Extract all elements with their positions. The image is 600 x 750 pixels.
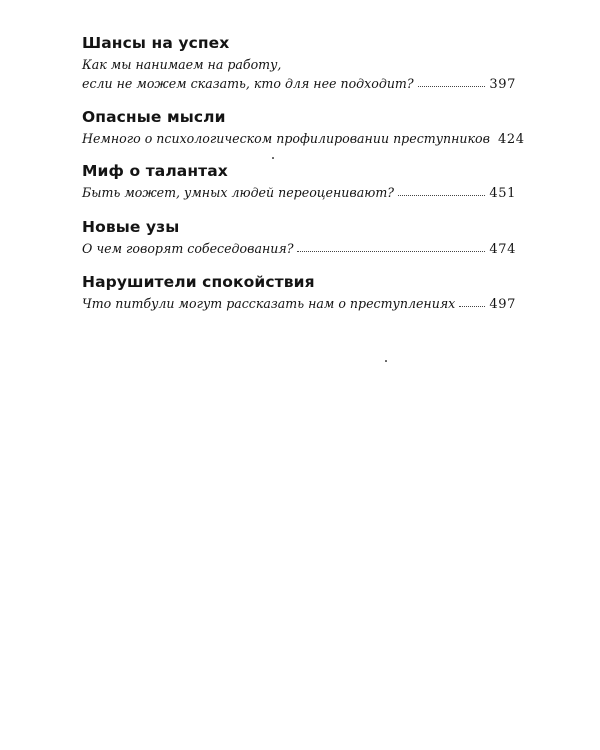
chapter-heading: Шансы на успех — [82, 34, 230, 52]
chapter-subtitle — [82, 239, 516, 259]
toc-entry — [82, 218, 516, 259]
chapter-subtitle — [82, 55, 516, 94]
subtitle-leader-line — [82, 239, 516, 259]
subtitle-line: Что питбули могут рассказать нам о преступлениях — [82, 296, 456, 311]
toc-entry — [82, 273, 516, 314]
dot-leader — [297, 241, 485, 253]
subtitle-line: Быть может, умных людей переоценивают? — [82, 185, 395, 200]
dot-leader — [459, 296, 485, 308]
toc-entry — [82, 162, 516, 203]
page-number: 397 — [489, 77, 516, 92]
scan-speck — [272, 157, 274, 159]
page-number: 497 — [489, 297, 516, 312]
chapter-subtitle — [82, 183, 516, 203]
toc-entry — [82, 108, 525, 149]
subtitle-line: Немного о психологическом профилировании преступников — [82, 131, 490, 146]
chapter-heading: Опасные мысли — [82, 108, 226, 126]
page-number: 451 — [489, 186, 516, 201]
subtitle-line: О чем говорят собеседования? — [82, 241, 294, 256]
dot-leader — [418, 76, 486, 88]
chapter-subtitle — [82, 294, 516, 314]
subtitle-line: Как мы нанимаем на работу, — [82, 57, 282, 72]
page-number: 474 — [489, 242, 516, 257]
subtitle-line: если не можем сказать, кто для нее подходит? — [82, 76, 414, 91]
scan-speck — [385, 360, 387, 362]
chapter-heading: Новые узы — [82, 218, 180, 236]
chapter-heading: Нарушители спокойствия — [82, 273, 315, 291]
dot-leader — [398, 185, 485, 197]
subtitle-leader-line — [82, 183, 516, 203]
chapter-heading: Миф о талантах — [82, 162, 228, 180]
chapter-subtitle — [82, 129, 525, 149]
subtitle-leader-line — [82, 129, 525, 149]
subtitle-leader-line — [82, 294, 516, 314]
page-number: 424 — [497, 132, 525, 147]
subtitle-leader-line — [82, 74, 516, 94]
toc-entry — [82, 34, 516, 94]
